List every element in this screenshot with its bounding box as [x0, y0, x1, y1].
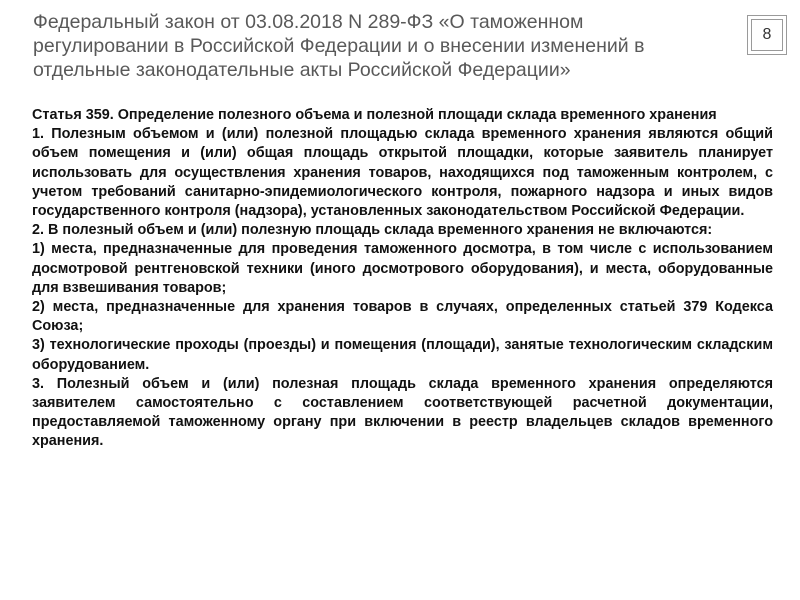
article-part-2: 2. В полезный объем и (или) полезную площадь склада временного хранения не включаются:: [32, 222, 713, 239]
slide-title: Федеральный закон от 03.08.2018 N 289-ФЗ «О таможенном регулировании в Российской Федерации и о внесении изменений в отдельные законодательные акты Российской Федерации»: [33, 11, 645, 81]
article-part-2-item-1: 1) места, предназначенные для проведения таможенного досмотра, в том числе с использованием досмотровой рентгеновской техники (иного досмотрового оборудования), и места, оборудованные для взвешивания товаров;: [32, 241, 773, 296]
article-part-3: 3. Полезный объем и (или) полезная площадь склада временного хранения определяются заявителем самостоятельно с составлением соответствующей расчетной документации, предоставляемой таможенному органу при включении в реестр владельцев складов временного хранения.: [32, 375, 773, 450]
article-part-2-item-3: 3) технологические проходы (проезды) и помещения (площади), занятые технологическим складским оборудованием.: [32, 337, 773, 373]
page-number: 8: [751, 19, 783, 51]
article-part-1: 1. Полезным объемом и (или) полезной площадью склада временного хранения являются общий объем помещения и (или) общая площадь открытой площадки, которые заявитель планирует использовать для осуществления хранения товаров, находящихся под таможенным контролем, с учетом требований санитарно-эпидемиологического контроля, пожарного надзора и иных видов государственного контроля (надзора), установленных законодательством Российской Федерации.: [32, 126, 773, 220]
page-number-badge: [747, 15, 787, 55]
article-heading: Статья 359. Определение полезного объема и полезной площади склада временного хранения: [32, 107, 717, 123]
article-body: [32, 106, 773, 452]
article-part-2-item-2: 2) места, предназначенные для хранения товаров в случаях, определенных статьей 379 Кодекса Союза;: [32, 299, 773, 335]
